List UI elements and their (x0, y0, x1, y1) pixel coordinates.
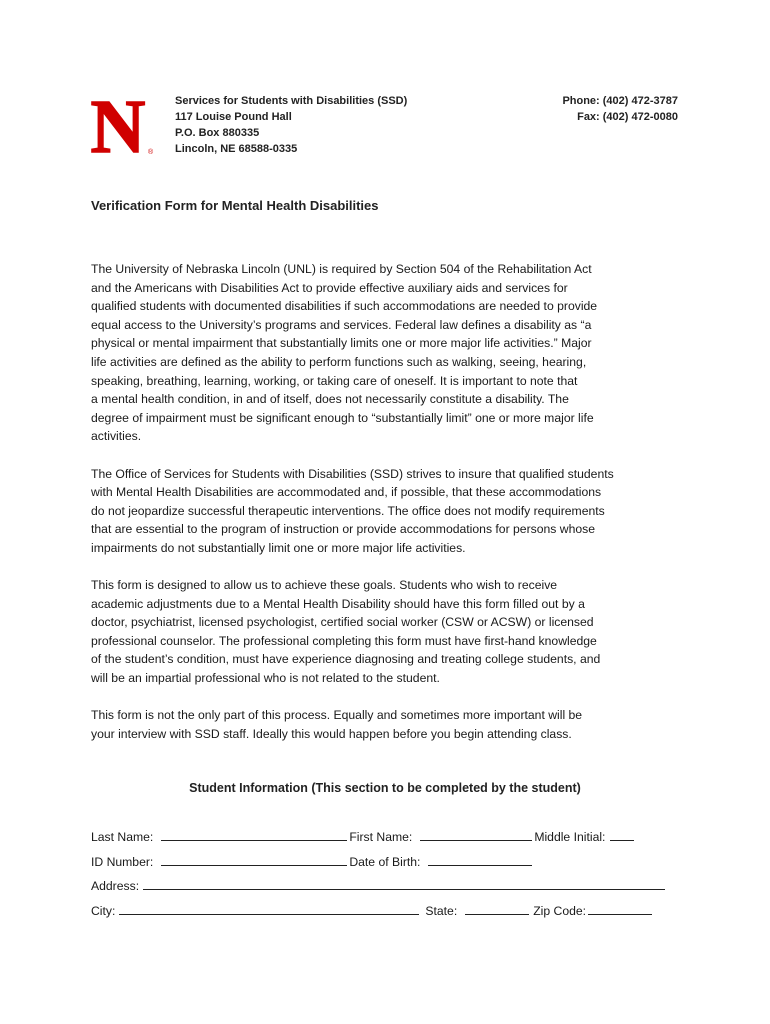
text-line: The University of Nebraska Lincoln (UNL) is required by Section 504 of the Rehabilitation Act (91, 262, 592, 276)
middle-initial-label: Middle Initial: (534, 830, 606, 844)
phone-number: Phone: (402) 472-3787 (562, 95, 678, 107)
text-line: The Office of Services for Students with Disabilities (SSD) strives to insure that qualified students (91, 466, 614, 481)
paragraph-form-purpose (91, 576, 691, 688)
text-line: speaking, breathing, learning, working, or taking care of oneself. It is important to note that (91, 373, 578, 388)
text-line: do not jeopardize successful therapeutic interventions. The office does not modify requirements (91, 503, 605, 518)
text-line: of the student’s condition, must have experience diagnosing and treating college students, and (91, 652, 601, 667)
text-line: physical or mental impairment that substantially limits one or more major life activities.” Major (91, 336, 592, 351)
university-logo (88, 94, 154, 156)
office-contact (562, 93, 678, 125)
id-number-label: ID Number: (91, 854, 154, 869)
text-line: that are essential to the program of instruction or provide accommodations for persons whose (91, 522, 596, 537)
nebraska-n-logo-icon (88, 94, 154, 156)
text-line: academic adjustments due to a Mental Health Disability should have this form filled out by a (91, 596, 585, 611)
last-name-field[interactable] (161, 829, 347, 841)
text-line: activities. (91, 429, 142, 444)
city-label: City: (91, 903, 116, 918)
text-line: with Mental Health Disabilities are accommodated and, if possible, that these accommodations (91, 485, 602, 500)
form-body (91, 260, 691, 762)
field-row (91, 854, 676, 879)
paragraph-ssd-office (91, 465, 691, 558)
student-section-title: Student Information (This section to be completed by the student) (189, 781, 581, 795)
text-line: equal access to the University’s programs and services. Federal law defines a disability as “a (91, 317, 592, 332)
text-line: your interview with SSD staff. Ideally this would happen before you begin attending class. (91, 726, 572, 741)
fax-number: Fax: (402) 472-0080 (577, 111, 678, 123)
office-address (175, 93, 407, 157)
text-line: life activities are defined as the ability to perform functions such as walking, seeing, hearing, (91, 354, 587, 369)
text-line: This form is designed to allow us to achieve these goals. Students who wish to receive (91, 578, 558, 593)
text-line: degree of impairment must be significant enough to “substantially limit” one or more major life (91, 410, 594, 425)
logo-letter: N (90, 94, 146, 156)
last-name-label: Last Name: (91, 830, 154, 844)
middle-initial-field[interactable] (610, 829, 634, 841)
state-field[interactable] (465, 903, 529, 915)
state-label: State: (425, 903, 458, 918)
text-line: doctor, psychiatrist, licensed psychologist, certified social worker (CSW or ACSW) or licensed (91, 615, 594, 630)
text-line: qualified students with documented disabilities if such accommodations are needed to provide (91, 299, 598, 314)
address-line: Services for Students with Disabilities (SSD) (175, 95, 408, 107)
text-line: impairments do not substantially limit one or more major life activities. (91, 540, 466, 555)
address-line: 117 Louise Pound Hall (175, 111, 292, 123)
field-row (91, 903, 676, 928)
text-line: professional counselor. The professional completing this form must have first-hand knowledge (91, 633, 597, 648)
text-line: will be an impartial professional who is not related to the student. (91, 671, 440, 686)
address-line: Lincoln, NE 68588-0335 (175, 143, 298, 155)
text-line: This form is not the only part of this process. Equally and sometimes more important will be (91, 708, 583, 723)
text-line: and the Americans with Disabilities Act to provide effective auxiliary aids and services for (91, 280, 568, 295)
zip-code-label: Zip Code: (533, 903, 587, 918)
student-info-fields (91, 829, 676, 927)
address-field[interactable] (143, 878, 665, 890)
form-title: Verification Form for Mental Health Disabilities (91, 198, 379, 213)
text-line: a mental health condition, in and of itself, does not necessarily constitute a disability. The (91, 392, 569, 407)
id-number-field[interactable] (161, 854, 347, 866)
first-name-field[interactable] (420, 829, 532, 841)
address-line: P.O. Box 880335 (175, 127, 260, 139)
logo-registered-mark: ® (148, 149, 154, 156)
field-row (91, 878, 676, 903)
date-of-birth-label: Date of Birth: (349, 854, 421, 869)
address-label: Address: (91, 879, 140, 893)
paragraph-process (91, 706, 691, 743)
paragraph-intro (91, 260, 691, 446)
zip-code-field[interactable] (588, 903, 652, 915)
first-name-label: First Name: (349, 830, 413, 844)
date-of-birth-field[interactable] (428, 854, 532, 866)
city-field[interactable] (119, 903, 419, 915)
field-row (91, 829, 676, 854)
